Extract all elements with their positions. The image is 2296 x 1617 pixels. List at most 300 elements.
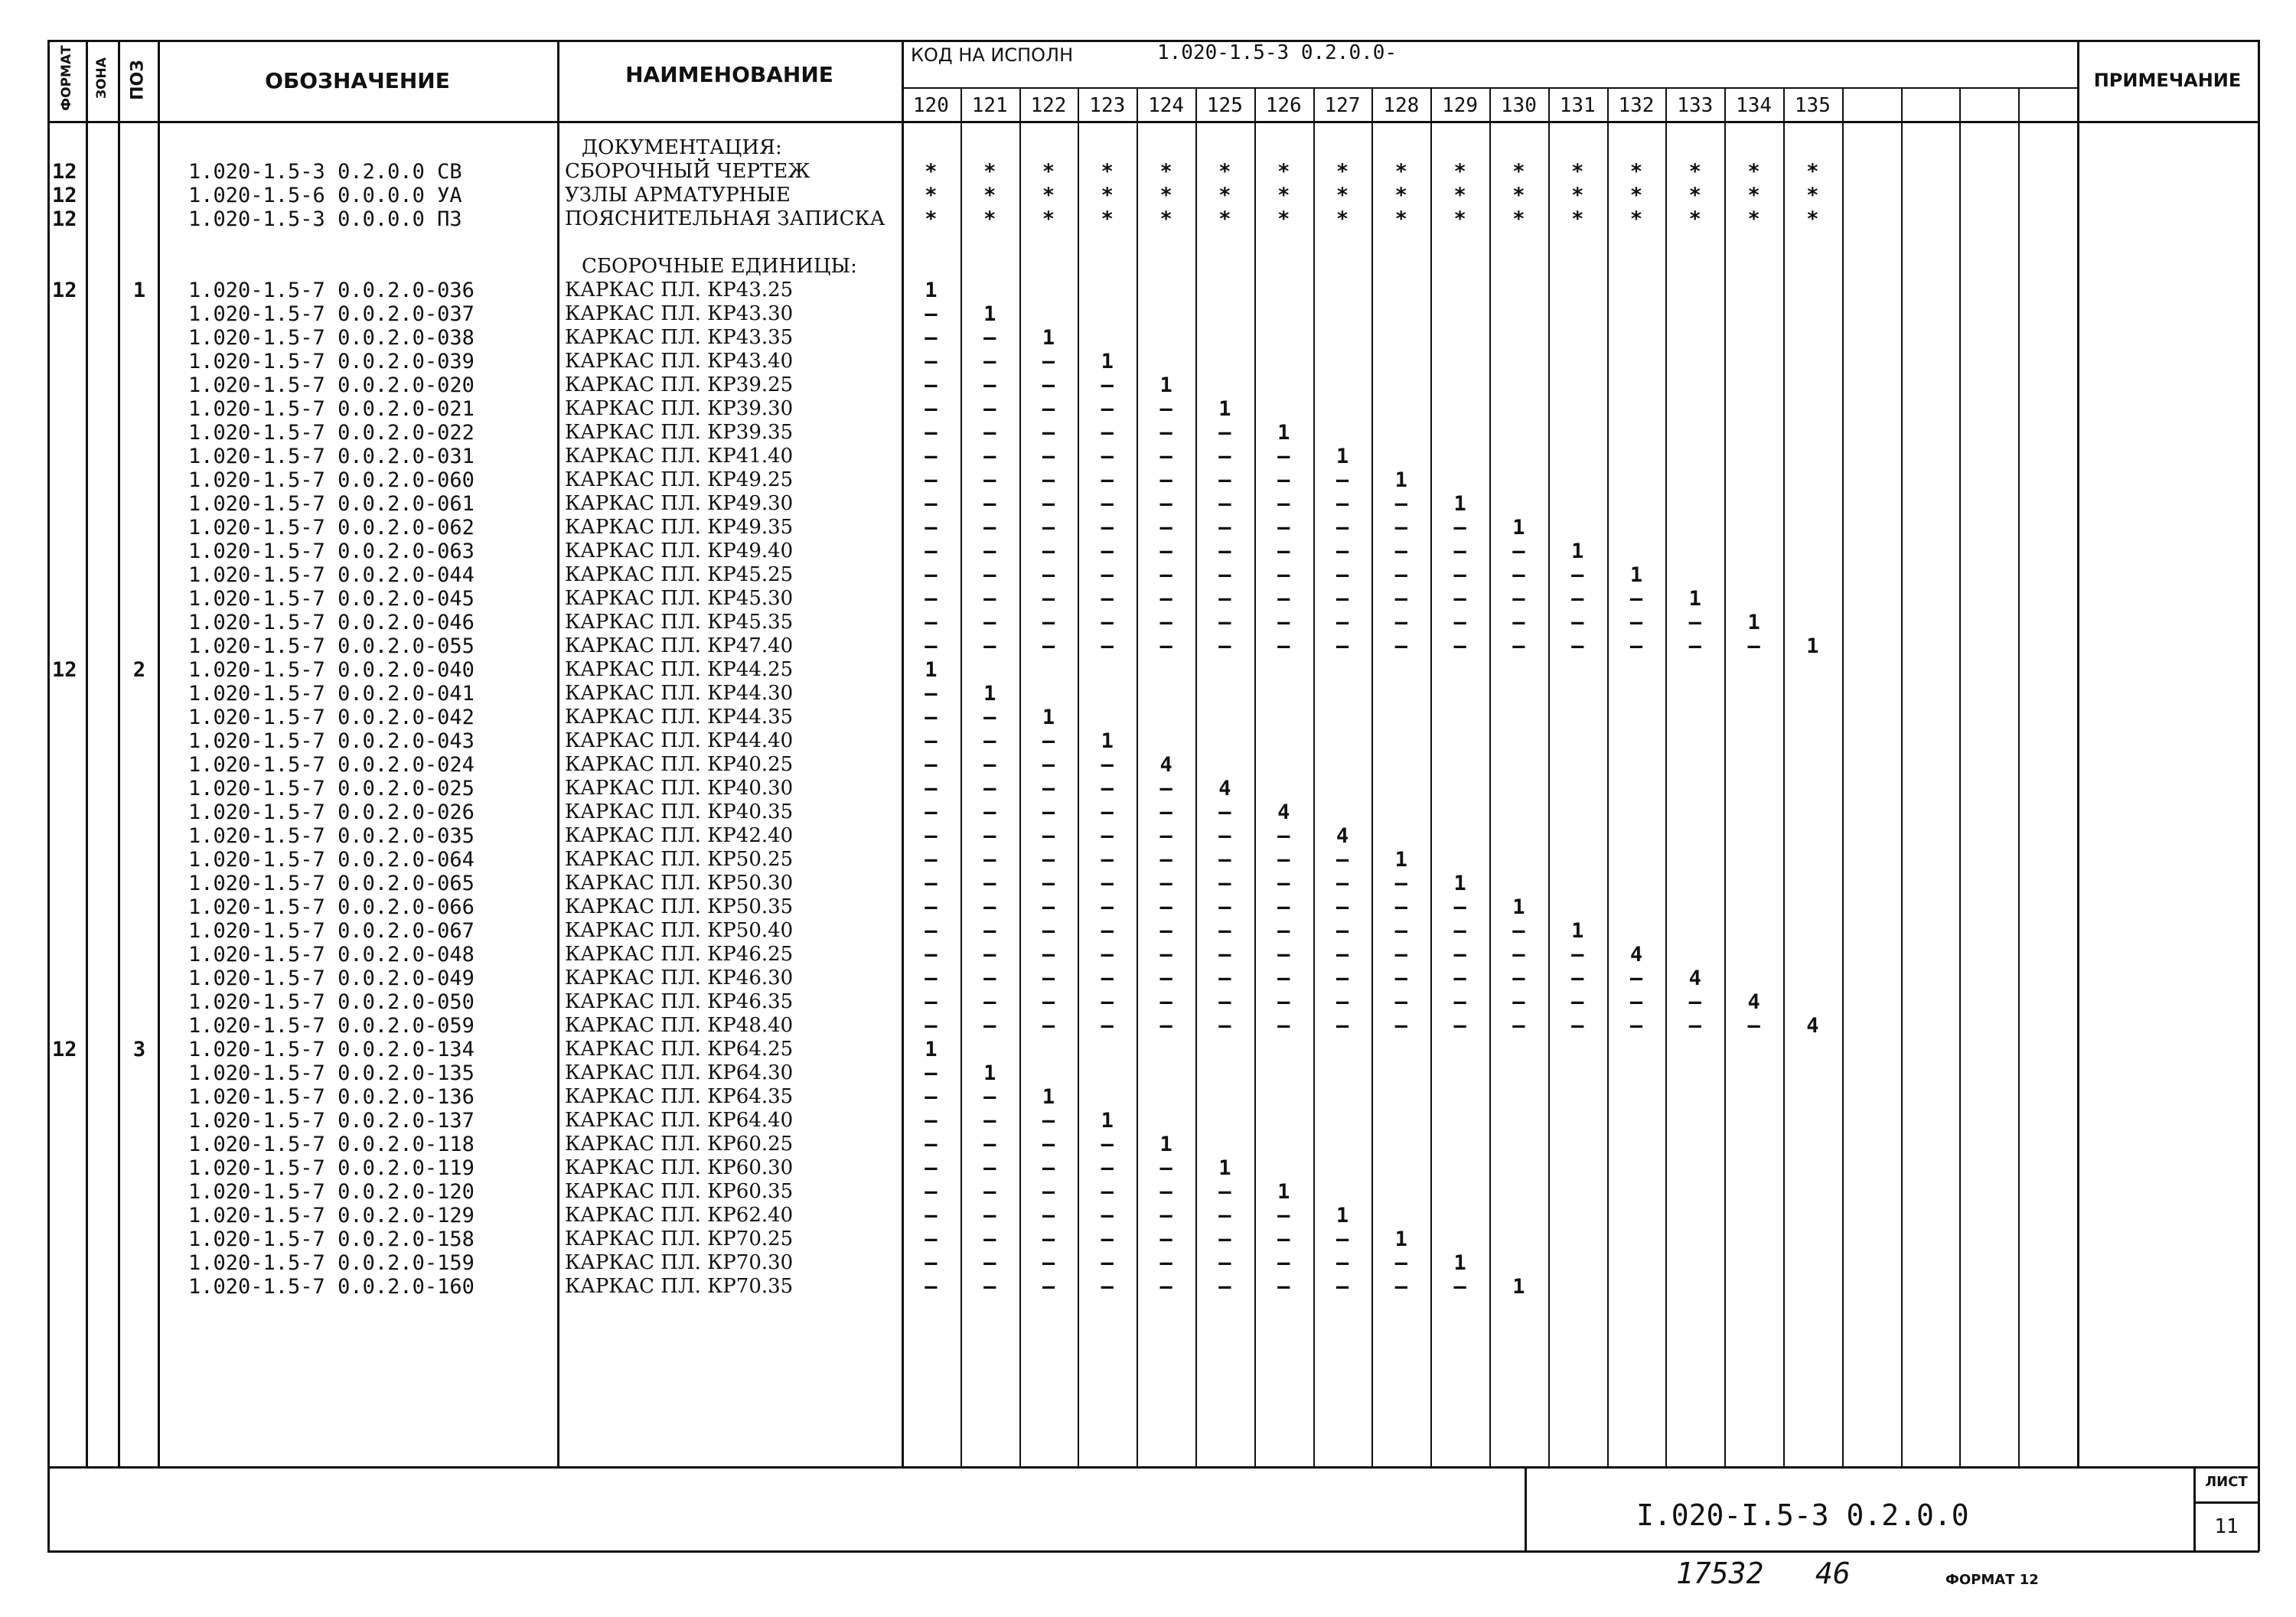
row-mark: – xyxy=(1336,919,1349,943)
row-mark: – xyxy=(1101,895,1114,919)
row-mark: * xyxy=(1453,207,1466,231)
row-mark: – xyxy=(1453,967,1466,990)
row-mark: 1 xyxy=(925,658,938,682)
row-mark: – xyxy=(1101,587,1114,611)
row-mark: – xyxy=(1453,943,1466,967)
row-mark: – xyxy=(983,373,996,397)
code-col-header xyxy=(2018,89,2077,122)
row-name: КАРКАС ПЛ. КР44.30 xyxy=(565,682,794,705)
row-mark: – xyxy=(1512,919,1525,943)
row-mark: – xyxy=(1042,611,1055,634)
row-mark: – xyxy=(983,516,996,540)
row-mark: 1 xyxy=(1453,872,1466,895)
row-mark: – xyxy=(1218,516,1231,540)
table-row xyxy=(0,1061,2219,1085)
row-mark: – xyxy=(925,468,938,492)
row-mark: * xyxy=(1806,207,1819,231)
row-mark: 1 xyxy=(1159,373,1172,397)
row-mark: – xyxy=(1159,1227,1172,1251)
row-mark: – xyxy=(1394,895,1407,919)
row-mark: – xyxy=(1159,967,1172,990)
row-mark: – xyxy=(1159,777,1172,800)
row-name: КАРКАС ПЛ. КР39.30 xyxy=(565,397,794,420)
row-mark: * xyxy=(1571,160,1584,184)
row-mark: – xyxy=(1218,967,1231,990)
row-mark: – xyxy=(1688,990,1701,1014)
table-row xyxy=(0,753,2219,777)
row-mark: – xyxy=(983,800,996,824)
row-mark: – xyxy=(925,1204,938,1227)
row-mark: – xyxy=(1218,1204,1231,1227)
row-mark: * xyxy=(1453,160,1466,184)
row-mark: – xyxy=(1042,1133,1055,1156)
row-mark: 1 xyxy=(1629,563,1643,587)
row-mark: – xyxy=(1218,1180,1231,1204)
row-mark: 4 xyxy=(1159,753,1172,777)
table-row xyxy=(0,919,2219,943)
row-mark: 1 xyxy=(925,1038,938,1061)
row-mark: – xyxy=(1277,587,1290,611)
row-mark: – xyxy=(1042,943,1055,967)
row-mark: – xyxy=(1629,611,1643,634)
table-row xyxy=(0,800,2219,824)
row-mark: – xyxy=(1159,587,1172,611)
table-row xyxy=(0,706,2219,729)
row-mark: – xyxy=(1101,1227,1114,1251)
row-name: КАРКАС ПЛ. КР43.35 xyxy=(565,326,794,349)
row-name: КАРКАС ПЛ. КР50.25 xyxy=(565,848,794,871)
row-mark: * xyxy=(1159,160,1172,184)
row-designation: 1.020-1.5-3 0.0.0.0 ПЗ xyxy=(188,207,462,231)
row-mark: – xyxy=(1159,895,1172,919)
table-row xyxy=(0,777,2219,800)
row-mark: 1 xyxy=(1336,1204,1349,1227)
row-mark: 1 xyxy=(1571,540,1584,563)
row-mark: – xyxy=(1101,943,1114,967)
row-mark: – xyxy=(1101,445,1114,468)
row-mark: – xyxy=(1101,1133,1114,1156)
row-mark: – xyxy=(1394,990,1407,1014)
row-mark: – xyxy=(1277,895,1290,919)
row-designation: 1.020-1.5-7 0.0.2.0-067 xyxy=(188,919,475,943)
row-designation: 1.020-1.5-7 0.0.2.0-060 xyxy=(188,468,475,492)
row-designation: 1.020-1.5-7 0.0.2.0-042 xyxy=(188,706,475,729)
row-mark: – xyxy=(1159,824,1172,848)
code-col-header: 129 xyxy=(1442,94,1479,117)
row-designation: 1.020-1.5-7 0.0.2.0-031 xyxy=(188,445,475,468)
row-mark: – xyxy=(983,1085,996,1109)
row-mark: * xyxy=(1747,207,1760,231)
row-mark: * xyxy=(1218,160,1231,184)
row-mark: – xyxy=(1629,1014,1643,1038)
row-designation: 1.020-1.5-7 0.0.2.0-022 xyxy=(188,421,475,445)
code-col-header: 133 xyxy=(1677,94,1714,117)
row-mark: * xyxy=(1394,184,1407,207)
row-mark: – xyxy=(1042,1251,1055,1275)
row-mark: – xyxy=(983,492,996,516)
row-designation: 1.020-1.5-7 0.0.2.0-037 xyxy=(188,302,475,326)
table-row xyxy=(0,1133,2219,1156)
row-name: СБОРОЧНЫЙ ЧЕРТЕЖ xyxy=(565,160,810,183)
table-row xyxy=(0,302,2219,326)
row-mark: – xyxy=(1159,848,1172,872)
row-mark: 4 xyxy=(1629,943,1643,967)
row-mark: – xyxy=(1042,397,1055,421)
row-mark: – xyxy=(925,1275,938,1299)
row-mark: – xyxy=(1394,943,1407,967)
row-mark: 4 xyxy=(1277,800,1290,824)
code-col-header: 135 xyxy=(1794,94,1831,117)
row-mark: – xyxy=(925,587,938,611)
sheet-box-divider xyxy=(2193,1501,2259,1504)
row-mark: – xyxy=(925,1156,938,1180)
row-mark: * xyxy=(1629,184,1643,207)
row-mark: – xyxy=(925,634,938,658)
row-mark: 1 xyxy=(1336,445,1349,468)
row-mark: – xyxy=(1101,397,1114,421)
row-mark: * xyxy=(1571,184,1584,207)
row-mark: – xyxy=(1218,1251,1231,1275)
table-row xyxy=(0,468,2219,492)
row-mark: – xyxy=(925,848,938,872)
row-mark: – xyxy=(1042,895,1055,919)
row-mark: – xyxy=(1336,516,1349,540)
row-mark: * xyxy=(1688,207,1701,231)
row-mark: – xyxy=(925,919,938,943)
row-mark: – xyxy=(1394,967,1407,990)
row-mark: – xyxy=(1336,540,1349,563)
row-mark: – xyxy=(1218,824,1231,848)
row-mark: – xyxy=(1042,373,1055,397)
row-mark: * xyxy=(1042,207,1055,231)
row-mark: – xyxy=(1688,634,1701,658)
row-mark: – xyxy=(925,421,938,445)
row-mark: – xyxy=(1218,848,1231,872)
row-mark: – xyxy=(1101,753,1114,777)
row-mark: – xyxy=(1218,895,1231,919)
row-name: КАРКАС ПЛ. КР40.25 xyxy=(565,753,794,776)
row-name: КАРКАС ПЛ. КР60.35 xyxy=(565,1180,794,1203)
row-mark: – xyxy=(1101,468,1114,492)
row-mark: * xyxy=(1277,160,1290,184)
table-row xyxy=(0,1227,2219,1251)
row-mark: * xyxy=(1042,184,1055,207)
row-name: КАРКАС ПЛ. КР43.40 xyxy=(565,350,794,373)
row-mark: – xyxy=(1101,1014,1114,1038)
row-designation: 1.020-1.5-7 0.0.2.0-118 xyxy=(188,1133,475,1156)
row-mark: – xyxy=(1042,753,1055,777)
row-mark: – xyxy=(925,967,938,990)
row-name: ПОЯСНИТЕЛЬНАЯ ЗАПИСКА xyxy=(565,207,885,230)
row-mark: – xyxy=(1042,1204,1055,1227)
row-designation: 1.020-1.5-7 0.0.2.0-062 xyxy=(188,516,475,540)
row-mark: * xyxy=(1218,207,1231,231)
row-mark: * xyxy=(1453,184,1466,207)
row-mark: 1 xyxy=(1277,1180,1290,1204)
row-mark: – xyxy=(925,397,938,421)
table-row xyxy=(0,1109,2219,1133)
table-row xyxy=(0,540,2219,563)
row-mark: – xyxy=(1336,1275,1349,1299)
row-designation: 1.020-1.5-7 0.0.2.0-049 xyxy=(188,967,475,990)
table-row xyxy=(0,1251,2219,1275)
row-mark: – xyxy=(983,445,996,468)
row-mark: – xyxy=(1571,1014,1584,1038)
row-mark: – xyxy=(1101,1180,1114,1204)
row-mark: * xyxy=(1571,207,1584,231)
row-mark: – xyxy=(1218,1275,1231,1299)
row-mark: * xyxy=(1042,160,1055,184)
row-mark: 1 xyxy=(1042,706,1055,729)
row-mark: – xyxy=(1218,587,1231,611)
table-row xyxy=(0,279,2219,302)
row-mark: * xyxy=(983,207,996,231)
table-row xyxy=(0,1180,2219,1204)
row-mark: – xyxy=(925,1227,938,1251)
row-mark: – xyxy=(1159,800,1172,824)
row-mark: – xyxy=(1042,350,1055,373)
row-mark: – xyxy=(1571,587,1584,611)
row-mark: – xyxy=(1218,492,1231,516)
row-mark: – xyxy=(1277,563,1290,587)
row-name: КАРКАС ПЛ. КР48.40 xyxy=(565,1014,794,1037)
row-mark: – xyxy=(1042,729,1055,753)
row-name: КАРКАС ПЛ. КР46.30 xyxy=(565,967,794,989)
row-designation: 1.020-1.5-7 0.0.2.0-026 xyxy=(188,800,475,824)
row-mark: * xyxy=(925,160,938,184)
row-mark: – xyxy=(925,872,938,895)
row-mark: – xyxy=(1042,421,1055,445)
row-mark: – xyxy=(1042,967,1055,990)
row-mark: * xyxy=(983,160,996,184)
row-designation: 1.020-1.5-7 0.0.2.0-063 xyxy=(188,540,475,563)
code-col-header: 123 xyxy=(1089,94,1126,117)
row-mark: – xyxy=(1218,563,1231,587)
frame-right xyxy=(2258,40,2260,1551)
row-mark: – xyxy=(1101,990,1114,1014)
row-mark: – xyxy=(983,350,996,373)
row-mark: – xyxy=(1101,967,1114,990)
row-mark: 1 xyxy=(1394,468,1407,492)
row-mark: – xyxy=(1453,1275,1466,1299)
row-mark: * xyxy=(1629,160,1643,184)
row-mark: – xyxy=(983,943,996,967)
row-mark: – xyxy=(1394,1014,1407,1038)
row-mark: – xyxy=(1394,563,1407,587)
row-mark: – xyxy=(1042,800,1055,824)
row-mark: – xyxy=(1218,1014,1231,1038)
format-label: ФОРМАТ 12 xyxy=(1945,1572,2039,1588)
row-mark: * xyxy=(1336,184,1349,207)
row-mark: 1 xyxy=(1218,1156,1231,1180)
row-mark: – xyxy=(1042,919,1055,943)
row-mark: – xyxy=(1042,540,1055,563)
row-mark: – xyxy=(1042,1180,1055,1204)
row-mark: – xyxy=(1512,1014,1525,1038)
row-mark: – xyxy=(983,1014,996,1038)
row-mark: – xyxy=(1336,468,1349,492)
row-mark: – xyxy=(925,943,938,967)
row-mark: – xyxy=(983,872,996,895)
row-mark: – xyxy=(1159,1204,1172,1227)
row-mark: – xyxy=(1042,1156,1055,1180)
row-mark: – xyxy=(1159,540,1172,563)
row-mark: – xyxy=(1512,611,1525,634)
row-mark: * xyxy=(1806,160,1819,184)
row-name: КАРКАС ПЛ. КР46.35 xyxy=(565,990,794,1013)
row-designation: 1.020-1.5-7 0.0.2.0-055 xyxy=(188,634,475,658)
row-mark: – xyxy=(925,729,938,753)
row-mark: * xyxy=(1159,184,1172,207)
row-mark: – xyxy=(1159,516,1172,540)
row-mark: – xyxy=(1629,587,1643,611)
row-designation: 1.020-1.5-7 0.0.2.0-048 xyxy=(188,943,475,967)
row-mark: 1 xyxy=(1101,1109,1114,1133)
row-mark: – xyxy=(1042,563,1055,587)
code-col-header: 125 xyxy=(1206,94,1243,117)
row-mark: – xyxy=(1277,1227,1290,1251)
row-designation: 1.020-1.5-7 0.0.2.0-040 xyxy=(188,658,475,682)
row-mark: 1 xyxy=(1218,397,1231,421)
row-designation: 1.020-1.5-7 0.0.2.0-061 xyxy=(188,492,475,516)
row-mark: – xyxy=(1101,848,1114,872)
code-col-header: 128 xyxy=(1383,94,1420,117)
row-mark: – xyxy=(983,468,996,492)
row-mark: – xyxy=(1159,611,1172,634)
row-mark: – xyxy=(1218,540,1231,563)
row-mark: – xyxy=(925,1251,938,1275)
table-row xyxy=(0,658,2219,682)
row-name: КАРКАС ПЛ. КР40.30 xyxy=(565,777,794,800)
row-mark: 4 xyxy=(1747,990,1760,1014)
row-mark: 1 xyxy=(1101,350,1114,373)
row-designation: 1.020-1.5-7 0.0.2.0-158 xyxy=(188,1227,475,1251)
row-mark: – xyxy=(1336,872,1349,895)
row-mark: – xyxy=(1101,1156,1114,1180)
table-bottom xyxy=(47,1466,2259,1469)
row-name: КАРКАС ПЛ. КР44.40 xyxy=(565,729,794,752)
row-mark: – xyxy=(983,421,996,445)
table-row xyxy=(0,824,2219,848)
row-mark: * xyxy=(1277,184,1290,207)
row-mark: – xyxy=(983,1204,996,1227)
row-mark: – xyxy=(1629,990,1643,1014)
row-mark: – xyxy=(1394,540,1407,563)
row-mark: – xyxy=(1453,990,1466,1014)
row-mark: 1 xyxy=(1101,729,1114,753)
table-row xyxy=(0,1204,2219,1227)
table-row xyxy=(0,587,2219,611)
row-mark: – xyxy=(1101,1204,1114,1227)
row-mark: – xyxy=(983,706,996,729)
row-mark: – xyxy=(1512,990,1525,1014)
row-mark: – xyxy=(1277,634,1290,658)
row-mark: * xyxy=(1512,184,1525,207)
row-mark: 1 xyxy=(1042,1085,1055,1109)
code-col-header: 126 xyxy=(1265,94,1302,117)
row-mark: – xyxy=(925,1133,938,1156)
code-col-header: 132 xyxy=(1618,94,1655,117)
row-mark: * xyxy=(1688,184,1701,207)
row-mark: – xyxy=(1277,990,1290,1014)
row-mark: – xyxy=(1159,563,1172,587)
row-mark: * xyxy=(1277,207,1290,231)
row-name: КАРКАС ПЛ. КР50.35 xyxy=(565,895,794,918)
table-row xyxy=(0,563,2219,587)
row-name: СБОРОЧНЫЕ ЕДИНИЦЫ: xyxy=(582,255,857,278)
row-name: КАРКАС ПЛ. КР44.25 xyxy=(565,658,794,681)
row-mark: * xyxy=(1101,184,1114,207)
row-mark: – xyxy=(1218,872,1231,895)
row-mark: – xyxy=(925,1109,938,1133)
table-row xyxy=(0,397,2219,421)
header-code-value: 1.020-1.5-3 0.2.0.0- xyxy=(1157,41,1397,64)
row-mark: – xyxy=(925,1085,938,1109)
row-mark: – xyxy=(1453,634,1466,658)
row-mark: – xyxy=(1042,468,1055,492)
row-mark: 1 xyxy=(1512,516,1525,540)
code-col-header: 134 xyxy=(1736,94,1773,117)
row-designation: 1.020-1.5-7 0.0.2.0-065 xyxy=(188,872,475,895)
row-mark: – xyxy=(1394,587,1407,611)
row-mark: – xyxy=(983,919,996,943)
header-designation: ОБОЗНАЧЕНИЕ xyxy=(265,67,450,93)
row-mark: – xyxy=(1218,943,1231,967)
row-mark: – xyxy=(1159,1156,1172,1180)
row-mark: – xyxy=(1042,1109,1055,1133)
row-mark: – xyxy=(1042,824,1055,848)
row-mark: – xyxy=(925,824,938,848)
row-mark: * xyxy=(1159,207,1172,231)
table-row xyxy=(0,492,2219,516)
row-mark: – xyxy=(983,397,996,421)
row-mark: – xyxy=(983,634,996,658)
code-col-header xyxy=(1959,89,2018,122)
row-mark: – xyxy=(1336,611,1349,634)
row-mark: 4 xyxy=(1806,1014,1819,1038)
row-mark: 1 xyxy=(1571,919,1584,943)
table-row xyxy=(0,611,2219,634)
table-row xyxy=(0,990,2219,1014)
row-designation: 1.020-1.5-3 0.2.0.0 СВ xyxy=(188,160,462,184)
row-mark: 1 xyxy=(1159,1133,1172,1156)
table-row xyxy=(0,634,2219,658)
row-mark: * xyxy=(1101,160,1114,184)
row-mark: – xyxy=(1218,468,1231,492)
row-mark: 1 xyxy=(1042,326,1055,350)
row-mark: 1 xyxy=(1394,848,1407,872)
row-name: КАРКАС ПЛ. КР39.35 xyxy=(565,421,794,444)
row-mark: 1 xyxy=(1512,1275,1525,1299)
row-mark: – xyxy=(1571,967,1584,990)
row-mark: 1 xyxy=(1512,895,1525,919)
row-designation: 1.020-1.5-7 0.0.2.0-160 xyxy=(188,1275,475,1299)
row-mark: – xyxy=(1159,919,1172,943)
row-mark: – xyxy=(1747,1014,1760,1038)
row-designation: 1.020-1.5-7 0.0.2.0-046 xyxy=(188,611,475,634)
row-name: КАРКАС ПЛ. КР43.25 xyxy=(565,279,794,302)
row-mark: – xyxy=(1042,587,1055,611)
row-mark: – xyxy=(1101,777,1114,800)
row-mark: * xyxy=(1394,207,1407,231)
row-mark: – xyxy=(1512,943,1525,967)
row-designation: 1.020-1.5-7 0.0.2.0-135 xyxy=(188,1061,475,1085)
row-mark: – xyxy=(1336,1014,1349,1038)
table-row xyxy=(0,326,2219,350)
row-name: КАРКАС ПЛ. КР49.35 xyxy=(565,516,794,539)
row-mark: – xyxy=(1042,492,1055,516)
row-mark: 1 xyxy=(1453,1251,1466,1275)
